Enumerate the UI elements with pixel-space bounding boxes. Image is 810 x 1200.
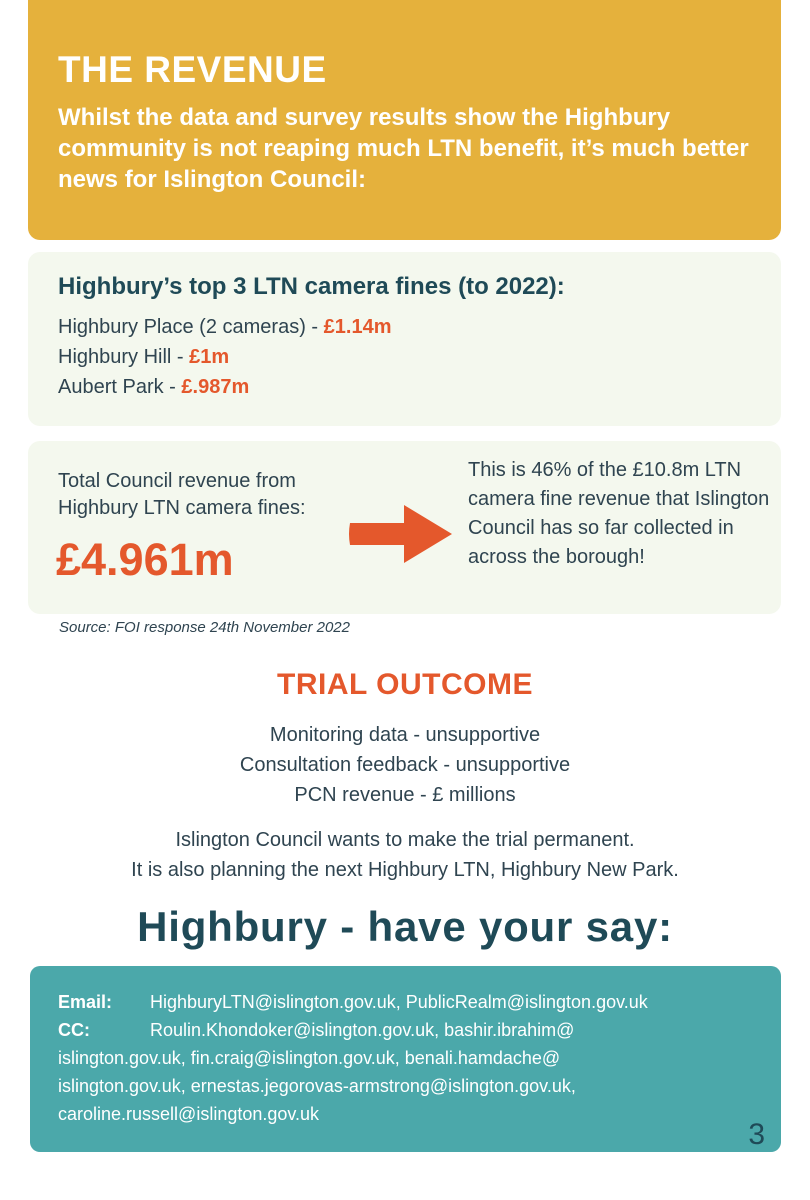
cc-addresses[interactable]: Roulin.Khondoker@islington.gov.uk, bashir.ibrahim@ (150, 1020, 575, 1040)
cc-label: CC: (58, 1020, 90, 1040)
fines-item-label: Aubert Park - (58, 376, 182, 398)
trial-outcome-item: Monitoring data - unsupportive (269, 724, 541, 746)
cc-row (58, 1016, 753, 1044)
trial-outcome-item: PCN revenue - £ millions (294, 784, 516, 806)
council-plan-line: Islington Council wants to make the trial permanent. (175, 829, 635, 851)
total-revenue-note: This is 46% of the £10.8m LTN camera fine revenue that Islington Council has so far collected in across the borough! (468, 459, 770, 568)
page-number: 3 (748, 1118, 765, 1151)
trial-outcome-title: TRIAL OUTCOME (277, 668, 533, 701)
revenue-intro: Whilst the data and survey results show the Highbury community is not reaping much LTN benefit, it’s much better news for Islington Council: (58, 104, 749, 193)
fines-heading: Highbury’s top 3 LTN camera fines (to 2022): (58, 273, 565, 300)
trial-outcome-item: Consultation feedback - unsupportive (239, 754, 571, 776)
arrow-right-icon (346, 501, 456, 567)
fines-panel (28, 252, 781, 426)
total-revenue-panel (28, 441, 781, 614)
council-plans (0, 825, 810, 885)
email-addresses[interactable]: HighburyLTN@islington.gov.uk, PublicRealm@islington.gov.uk (150, 992, 648, 1012)
fines-item (58, 312, 751, 342)
fines-item-amount: £1.14m (323, 316, 392, 338)
cc-continued-line[interactable]: islington.gov.uk, ernestas.jegorovas-armstrong@islington.gov.uk, (58, 1076, 576, 1096)
fines-list (58, 312, 751, 402)
revenue-title: THE REVENUE (58, 49, 327, 90)
fines-item-label: Highbury Hill - (58, 346, 190, 368)
fines-item-label: Highbury Place (2 cameras) - (58, 316, 324, 338)
email-label: Email: (58, 992, 113, 1012)
council-plan-line: It is also planning the next Highbury LTN, Highbury New Park. (131, 859, 679, 881)
contact-panel (30, 966, 781, 1152)
fines-item (58, 342, 751, 372)
total-revenue-label: Total Council revenue from Highbury LTN camera fines: (58, 470, 306, 519)
fines-item-amount: £.987m (181, 376, 250, 398)
fines-item (58, 372, 751, 402)
cc-continued-line[interactable]: islington.gov.uk, fin.craig@islington.gov.uk, benali.hamdache@ (58, 1048, 561, 1068)
total-revenue-value: £4.961m (56, 534, 234, 585)
revenue-section (28, 0, 781, 240)
trial-outcome-list (0, 720, 810, 810)
cc-continued-line[interactable]: caroline.russell@islington.gov.uk (58, 1104, 320, 1124)
fines-item-amount: £1m (189, 346, 230, 368)
email-row (58, 988, 753, 1016)
have-your-say-heading: Highbury - have your say: (137, 903, 673, 950)
source-citation: Source: FOI response 24th November 2022 (59, 619, 350, 636)
